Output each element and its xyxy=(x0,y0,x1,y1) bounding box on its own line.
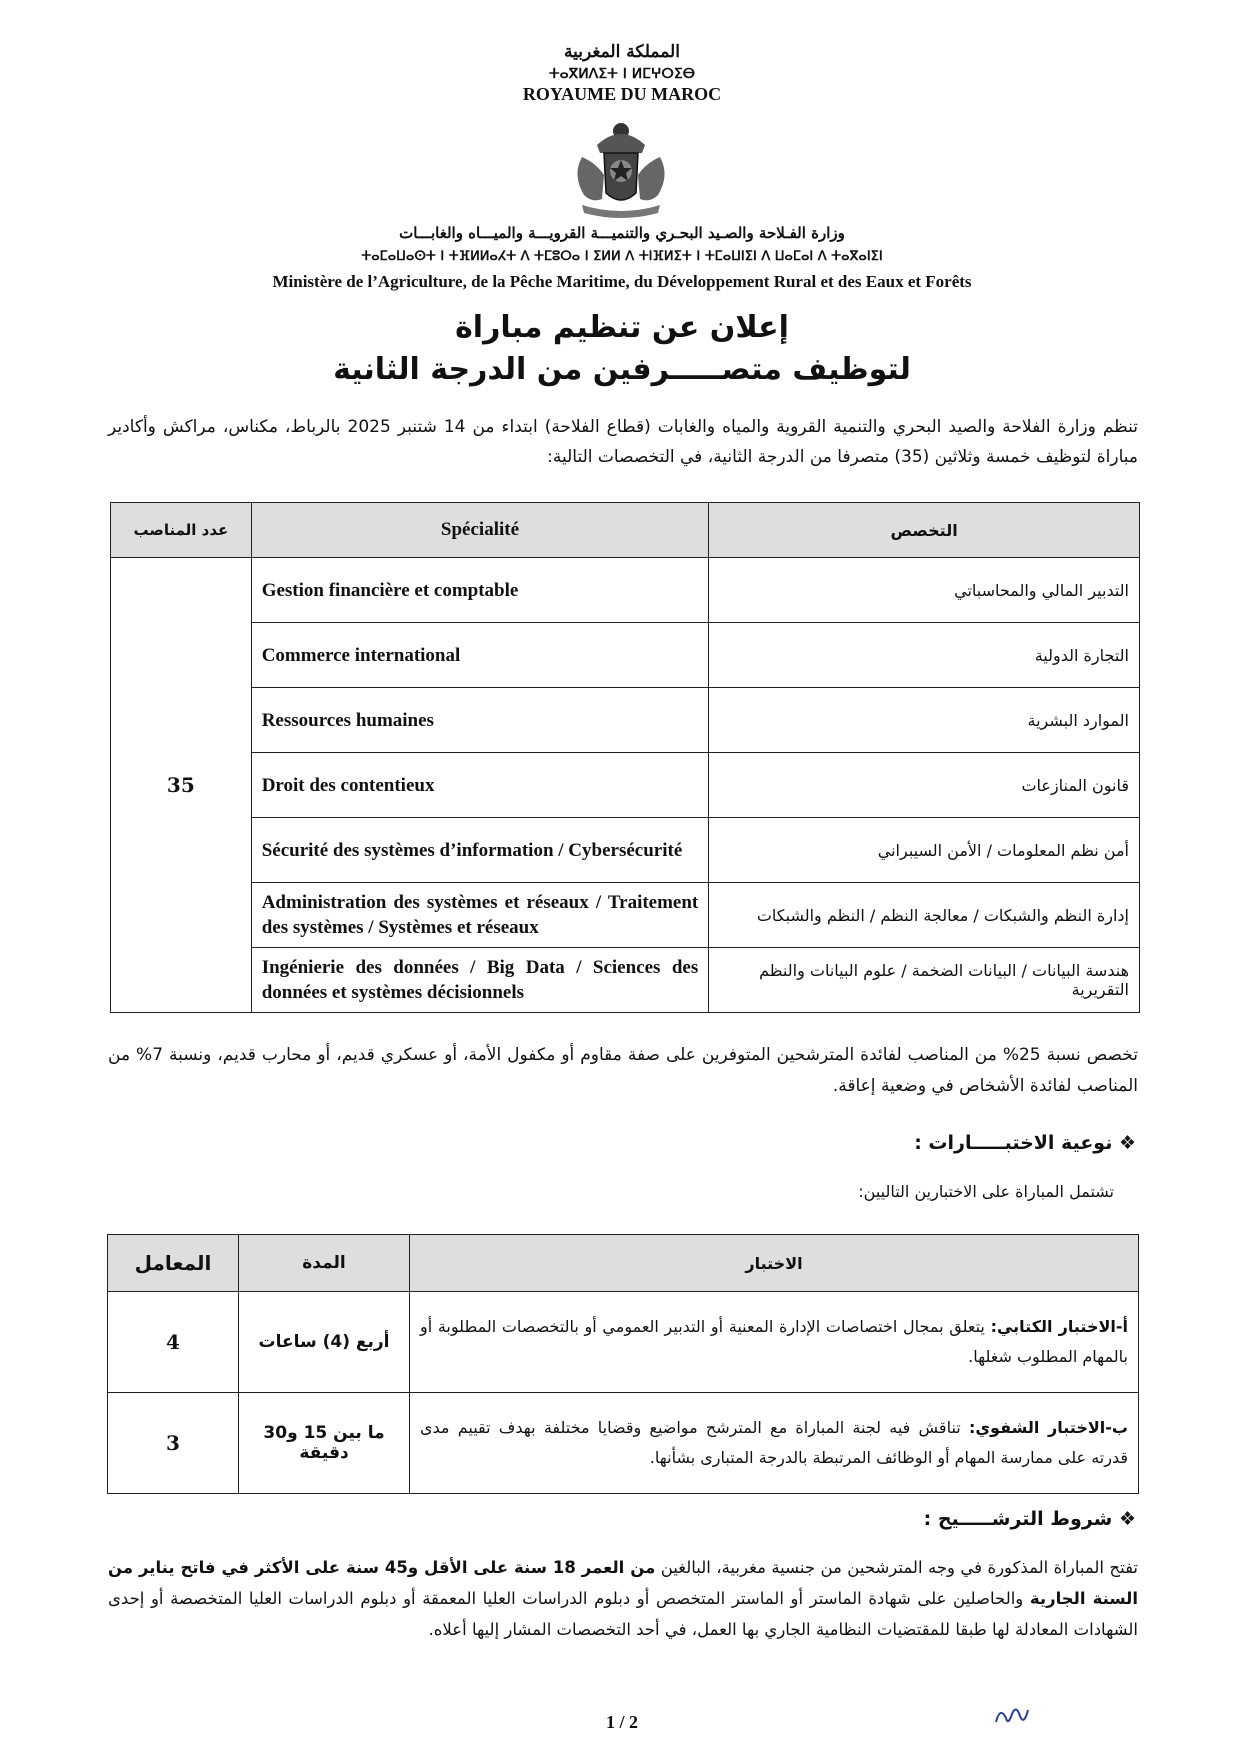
ministry-tifinagh: ⵜⴰⵎⴰⵡⴰⵙⵜ ⵏ ⵜⴼⵍⵍⴰⵃⵜ ⴷ ⵜⵎⵓⵔⴰ ⵏ ⵉⵍⵍ ⴷ ⵜⵏⴼⵍⵉⵜ ⵏ ⵜⵎⴰⵡⵏⵉⵏ ⴷ ⵡⴰⵎⴰⵏ ⴷ ⵜⴰⴳⴰⵏⵉⵏ xyxy=(361,249,883,264)
quota-paragraph: تخصص نسبة 25% من المناصب لفائدة المترشحين المتوفرين على صفة مقاوم أو مكفول الأمة، أو عسكري قديم، أو محارب قديم، ونسبة 7% من المناصب لفائدة الأشخاص في وضعية إعاقة. xyxy=(108,1045,1138,1096)
test-text: تناقش فيه لجنة المباراة مع المترشح مواضيع وقضايا مختلفة بهدف تقييم مدى قدرته على ممارسة المهام أو الوظائف المرتبطة بالدرجة المتبارى بشأنها. xyxy=(420,1418,1128,1467)
ministry-french: Ministère de l’Agriculture, de la Pêche Maritime, du Développement Rural et des Eaux et Forêts xyxy=(272,272,972,291)
test-description xyxy=(410,1393,1139,1494)
table-row xyxy=(108,1292,1139,1393)
tests-table xyxy=(107,1234,1139,1494)
specialty-fr: Ressources humaines xyxy=(251,688,709,753)
specialty-fr: Gestion financière et comptable xyxy=(251,558,709,623)
conditions-paragraph xyxy=(108,1552,1138,1645)
conditions-text-1: تفتح المباراة المذكورة في وجه المترشحين من جنسية مغربية، البالغين xyxy=(655,1558,1139,1577)
conditions-age-bold: من العمر 18 سنة على الأقل و45 سنة على الأكثر في فاتح يناير من السنة الجارية xyxy=(108,1558,1138,1608)
conditions-text-2: والحاصلين على شهادة الماستر أو الماستر المتخصص أو دبلوم الدراسات العليا المعمقة أو دبلوم الدراسات العليا المتخصصة أو إحدى الشهادات المعادلة لها طبقا للمقتضيات النظامية الجاري بها العمل، في أحد التخصصات المشار إليها أعلاه. xyxy=(108,1589,1138,1639)
header-takhassos: التخصص xyxy=(709,503,1140,558)
kingdom-french: ROYAUME DU MAROC xyxy=(522,84,722,104)
tests-subtitle: تشتمل المباراة على الاختبارين التاليين: xyxy=(858,1182,1114,1201)
table-row xyxy=(111,753,1140,818)
header-specialite: Spécialité xyxy=(251,503,709,558)
header-posts-count: عدد المناصب xyxy=(111,503,252,558)
specialty-ar: التجارة الدولية xyxy=(709,623,1140,688)
table-row xyxy=(111,558,1140,623)
header-duration: المدة xyxy=(239,1235,410,1292)
test-duration: أربع (4) ساعات xyxy=(239,1292,410,1393)
specialty-ar: هندسة البيانات / البيانات الضخمة / علوم البيانات والنظم التقريرية xyxy=(709,948,1140,1013)
announcement-title: إعلان عن تنظيم مباراة xyxy=(455,310,789,345)
intro-paragraph: تنظم وزارة الفلاحة والصيد البحري والتنمية القروية والمياه والغابات (قطاع الفلاحة) ابتداء من 14 شتنبر 2025 بالرباط، مكناس، مراكش وأكادير مباراة لتوظيف خمسة وثلاثين (35) متصرفا من الدرجة الثانية، في التخصصات التالية: xyxy=(108,417,1138,467)
specialty-ar: الموارد البشرية xyxy=(709,688,1140,753)
test-coefficient: 3 xyxy=(108,1393,239,1494)
specialty-ar: التدبير المالي والمحاسباتي xyxy=(709,558,1140,623)
specialty-fr: Ingénierie des données / Big Data / Sciences des données et systèmes décisionnels xyxy=(251,948,709,1013)
kingdom-tifinagh: ⵜⴰⴳⵍⴷⵉⵜ ⵏ ⵍⵎⵖⵔⵉⴱ xyxy=(548,66,696,82)
page-number: 1 / 2 xyxy=(605,1712,638,1732)
test-description xyxy=(410,1292,1139,1393)
specialty-fr: Sécurité des systèmes d’information / Cybersécurité xyxy=(251,818,709,883)
table-header-row xyxy=(111,503,1140,558)
table-row xyxy=(111,688,1140,753)
signature-initials xyxy=(992,1700,1032,1730)
specialty-fr: Administration des systèmes et réseaux / Traitement des systèmes / Systèmes et réseaux xyxy=(251,883,709,948)
table-row xyxy=(111,623,1140,688)
posts-count: 35 xyxy=(111,558,252,1013)
tests-heading: ❖ نوعية الاختبـــــارات : xyxy=(914,1132,1136,1154)
conditions-heading: ❖ شروط الترشـــــيح : xyxy=(923,1508,1136,1530)
specialty-fr: Commerce international xyxy=(251,623,709,688)
table-row xyxy=(111,948,1140,1013)
announcement-subtitle: لتوظيف متصـــــرفين من الدرجة الثانية xyxy=(333,352,911,387)
ministry-arabic: وزارة الفـلاحة والصـيد البحـري والتنميـــة القرويـــة والميـــاه والغابـــات xyxy=(399,224,845,242)
specialty-ar: أمن نظم المعلومات / الأمن السيبراني xyxy=(709,818,1140,883)
specialty-fr: Droit des contentieux xyxy=(251,753,709,818)
specialty-ar: قانون المنازعات xyxy=(709,753,1140,818)
specialty-ar: إدارة النظم والشبكات / معالجة النظم / النظم والشبكات xyxy=(709,883,1140,948)
test-duration: ما بين 15 و30 دقيقة xyxy=(239,1393,410,1494)
test-coefficient: 4 xyxy=(108,1292,239,1393)
test-label: أ-الاختبار الكتابي: xyxy=(990,1317,1128,1336)
header-coefficient: المعامل xyxy=(108,1235,239,1292)
coat-of-arms-icon xyxy=(562,115,680,223)
specialties-table xyxy=(110,502,1140,1013)
table-row xyxy=(108,1393,1139,1494)
table-row xyxy=(111,818,1140,883)
test-label: ب-الاختبار الشفوي: xyxy=(968,1418,1128,1437)
table-row xyxy=(111,883,1140,948)
table-header-row xyxy=(108,1235,1139,1292)
header-test: الاختبار xyxy=(410,1235,1139,1292)
test-text: يتعلق بمجال اختصاصات الإدارة المعنية أو التدبير العمومي أو بالتخصصات المطلوبة أو بالمهام المطلوب شغلها. xyxy=(420,1317,1128,1366)
kingdom-arabic: المملكة المغربية xyxy=(564,42,680,62)
